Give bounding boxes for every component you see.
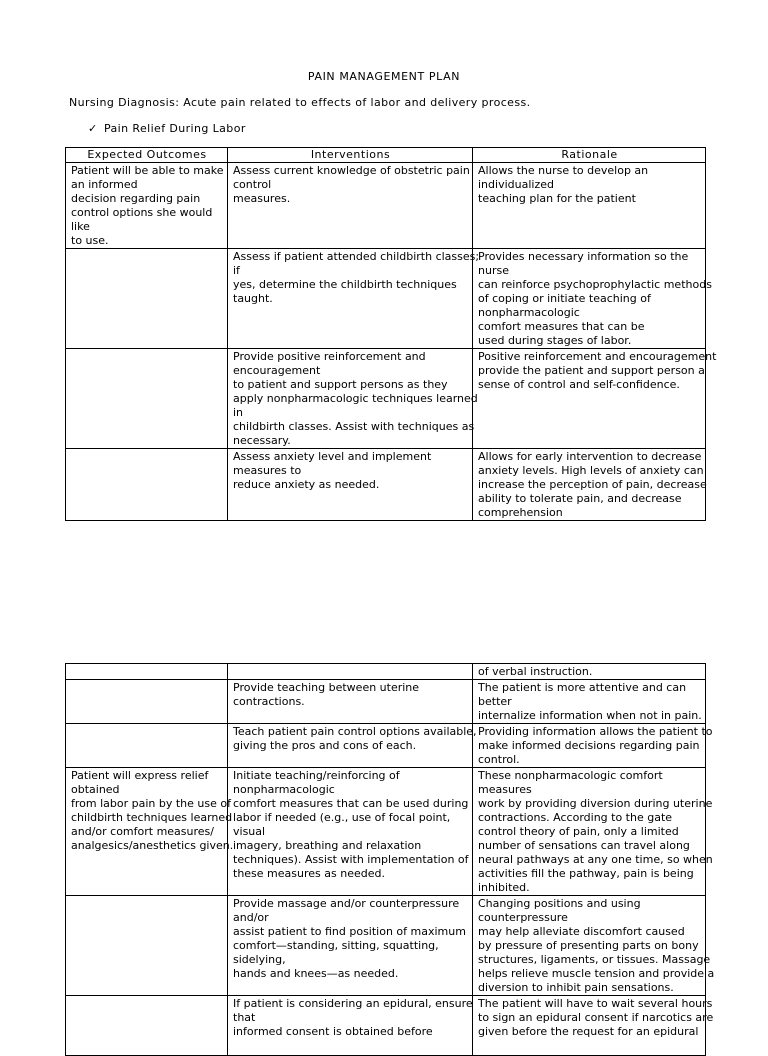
intervention-cell [228, 249, 480, 349]
intervention-text-line: imagery, breathing and relaxation [233, 839, 422, 852]
rationale-text-line: ability to tolerate pain, and decrease [478, 492, 682, 505]
intervention-text-line: to patient and support persons as they [233, 378, 448, 391]
outcome-text-line: to use. [71, 234, 109, 247]
intervention-text-line: labor if needed (e.g., use of focal point, [233, 811, 451, 824]
intervention-text-line: that [233, 1011, 256, 1024]
outcome-cell [66, 349, 228, 449]
header-rationale: Rationale [473, 148, 706, 163]
rationale-text-line: counterpressure [478, 911, 568, 924]
rationale-text-line: activities fill the pathway, pain is being [478, 867, 694, 880]
rationale-text-line: internalize information when not in pain. [478, 709, 702, 722]
outcome-cell [66, 724, 228, 768]
header-expected-outcomes: Expected Outcomes [66, 148, 228, 163]
outcome-text-line: an informed [71, 178, 138, 191]
intervention-text-line: and/or [233, 911, 269, 924]
rationale-text-line: control theory of pain, only a limited [478, 825, 679, 838]
intervention-text-line: Teach patient pain control options available, [233, 725, 477, 738]
care-plan-table-2 [65, 663, 715, 1056]
rationale-text-line: diversion to inhibit pain sensations. [478, 981, 674, 994]
rationale-cell [473, 664, 706, 680]
rationale-text-line: individualized [478, 178, 554, 191]
rationale-text-line: Positive reinforcement and encouragement [478, 350, 717, 363]
intervention-text-line: giving the pros and cons of each. [233, 739, 417, 752]
intervention-text-line: childbirth classes. Assist with techniques as [233, 420, 475, 433]
outcome-text-line: obtained [71, 783, 120, 796]
intervention-text-line: control [233, 178, 272, 191]
table-row [66, 724, 706, 768]
intervention-text-line: Initiate teaching/reinforcing of [233, 769, 400, 782]
checkmark-icon: ✓ [88, 122, 98, 135]
rationale-cell [473, 449, 706, 521]
rationale-cell [473, 768, 713, 896]
outcome-text-line: Patient will express relief [71, 769, 209, 782]
table-row [66, 768, 706, 896]
intervention-text-line: encouragement [233, 364, 321, 377]
outcome-cell [66, 996, 228, 1056]
intervention-text-line: Provide massage and/or counterpressure [233, 897, 460, 910]
rationale-text-line: teaching plan for the patient [478, 192, 636, 205]
rationale-text-line: can reinforce psychoprophylactic methods [478, 278, 712, 291]
rationale-text-line: of verbal instruction. [478, 665, 593, 678]
checklist-item [88, 122, 246, 135]
table-row [66, 449, 706, 521]
intervention-cell [228, 680, 473, 724]
table-row [66, 664, 706, 680]
intervention-text-line: apply nonpharmacologic techniques learned [233, 392, 478, 405]
outcome-cell [66, 768, 234, 896]
intervention-cell [228, 768, 473, 896]
rationale-text-line: sense of control and self-confidence. [478, 378, 680, 391]
rationale-text-line: number of sensations can travel along [478, 839, 690, 852]
table-row [66, 896, 706, 996]
outcome-text-line: like [71, 220, 90, 233]
rationale-text-line: These nonpharmacologic comfort [478, 769, 663, 782]
rationale-text-line: work by providing diversion during uterine [478, 797, 713, 810]
rationale-text-line: make informed decisions regarding pain [478, 739, 700, 752]
rationale-text-line: measures [478, 783, 532, 796]
rationale-text-line: Providing information allows the patient to [478, 725, 713, 738]
rationale-cell [473, 680, 706, 724]
header-interventions: Interventions [228, 148, 473, 163]
intervention-text-line: comfort measures that can be used during [233, 797, 469, 810]
intervention-cell [228, 349, 478, 449]
table-header-row [66, 148, 706, 163]
intervention-text-line: informed consent is obtained before [233, 1025, 433, 1038]
rationale-text-line: given before the request for an epidural [478, 1025, 699, 1038]
table-row [66, 249, 706, 349]
outcome-text-line: childbirth techniques learned [71, 811, 233, 824]
rationale-text-line: structures, ligaments, or tissues. Massage [478, 953, 711, 966]
rationale-text-line: increase the perception of pain, decrease [478, 478, 707, 491]
rationale-text-line: comprehension [478, 506, 563, 519]
outcome-cell [66, 680, 228, 724]
rationale-text-line: nonpharmacologic [478, 306, 580, 319]
rationale-text-line: The patient is more attentive and can [478, 681, 687, 694]
nursing-diagnosis: Nursing Diagnosis: Acute pain related to effects of labor and delivery process. [69, 96, 531, 109]
intervention-text-line: comfort—standing, sitting, squatting, [233, 939, 439, 952]
rationale-text-line: control. [478, 753, 520, 766]
intervention-cell [228, 163, 473, 249]
rationale-text-line: provide the patient and support person a [478, 364, 705, 377]
rationale-text-line: to sign an epidural consent if narcotics are [478, 1011, 714, 1024]
intervention-text-line: measures to [233, 464, 302, 477]
rationale-text-line: helps relieve muscle tension and provide a [478, 967, 715, 980]
intervention-text-line: techniques). Assist with implementation of [233, 853, 469, 866]
outcome-cell [66, 896, 228, 996]
rationale-text-line: Changing positions and using [478, 897, 641, 910]
rationale-text-line: anxiety levels. High levels of anxiety can [478, 464, 704, 477]
checklist-item-label: Pain Relief During Labor [104, 122, 246, 135]
intervention-cell [228, 724, 477, 768]
rationale-text-line: of coping or initiate teaching of [478, 292, 651, 305]
outcome-cell [66, 163, 228, 249]
intervention-cell [228, 664, 473, 680]
table-row [66, 349, 706, 449]
intervention-text-line: if [233, 264, 240, 277]
intervention-text-line: Provide positive reinforcement and [233, 350, 426, 363]
rationale-cell [473, 249, 712, 349]
rationale-text-line: nurse [478, 264, 509, 277]
outcome-cell [66, 449, 228, 521]
intervention-cell [228, 996, 473, 1056]
rationale-text-line: may help alleviate discomfort caused [478, 925, 685, 938]
care-plan-table-1 [65, 147, 717, 521]
rationale-text-line: The patient will have to wait several hours [478, 997, 713, 1010]
rationale-cell [473, 349, 717, 449]
outcome-text-line: from labor pain by the use of [71, 797, 231, 810]
rationale-text-line: inhibited. [478, 881, 530, 894]
intervention-text-line: contractions. [233, 695, 305, 708]
page-title: PAIN MANAGEMENT PLAN [307, 70, 461, 83]
intervention-cell [228, 896, 473, 996]
rationale-text-line: contractions. According to the gate [478, 811, 673, 824]
outcome-cell [66, 664, 228, 680]
rationale-cell [473, 163, 706, 249]
rationale-cell [473, 996, 714, 1056]
outcome-text-line: Patient will be able to make [71, 164, 224, 177]
intervention-text-line: If patient is considering an epidural, ensure [233, 997, 473, 1010]
rationale-text-line: comfort measures that can be [478, 320, 645, 333]
rationale-text-line: Allows for early intervention to decrease [478, 450, 702, 463]
intervention-text-line: in [233, 406, 244, 419]
rationale-text-line: used during stages of labor. [478, 334, 632, 347]
intervention-text-line: Provide teaching between uterine [233, 681, 420, 694]
rationale-cell [473, 896, 715, 996]
outcome-text-line: decision regarding pain [71, 192, 201, 205]
outcome-text-line: analgesics/anesthetics given. [71, 839, 234, 852]
intervention-text-line: Assess if patient attended childbirth classes; [233, 250, 480, 263]
intervention-cell [228, 449, 473, 521]
rationale-text-line: by pressure of presenting parts on bony [478, 939, 699, 952]
intervention-text-line: taught. [233, 292, 273, 305]
intervention-text-line: Assess anxiety level and implement [233, 450, 432, 463]
intervention-text-line: visual [233, 825, 266, 838]
table-row [66, 996, 706, 1056]
intervention-text-line: nonpharmacologic [233, 783, 335, 796]
rationale-text-line: Provides necessary information so the [478, 250, 689, 263]
rationale-text-line: Allows the nurse to develop an [478, 164, 649, 177]
table-row [66, 680, 706, 724]
intervention-text-line: measures. [233, 192, 291, 205]
intervention-text-line: sidelying, [233, 953, 286, 966]
table-row [66, 163, 706, 249]
intervention-text-line: yes, determine the childbirth techniques [233, 278, 457, 291]
intervention-text-line: these measures as needed. [233, 867, 385, 880]
outcome-text-line: and/or comfort measures/ [71, 825, 214, 838]
intervention-text-line: reduce anxiety as needed. [233, 478, 380, 491]
intervention-text-line: Assess current knowledge of obstetric pain [233, 164, 470, 177]
rationale-text-line: better [478, 695, 512, 708]
intervention-text-line: necessary. [233, 434, 291, 447]
rationale-text-line: neural pathways at any one time, so when [478, 853, 713, 866]
intervention-text-line: hands and knees—as needed. [233, 967, 399, 980]
outcome-cell [66, 249, 228, 349]
rationale-cell [473, 724, 713, 768]
outcome-text-line: control options she would [71, 206, 213, 219]
intervention-text-line: assist patient to find position of maximum [233, 925, 466, 938]
